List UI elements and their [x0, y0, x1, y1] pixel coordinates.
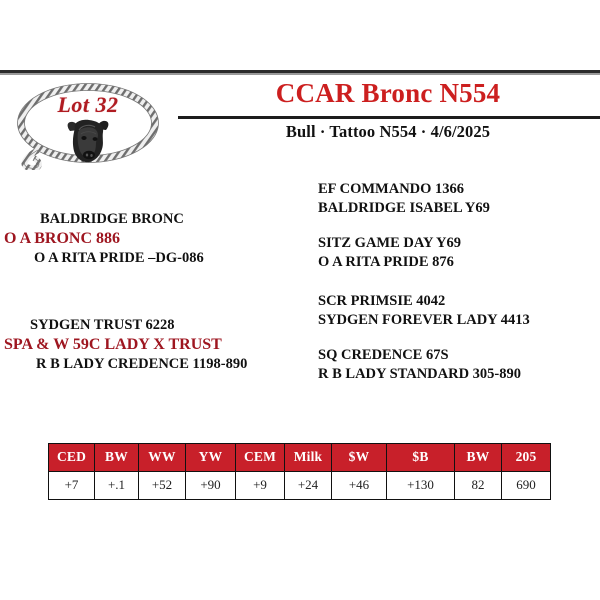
epd-value-cell: +46 [332, 472, 387, 500]
dam-granddam-label: R B LADY CREDENCE 1198-890 [36, 355, 248, 372]
dam-group [0, 316, 310, 373]
top-divider-rule [0, 70, 600, 73]
epd-value-cell: +9 [236, 472, 285, 500]
pedigree-pair-3-dam: SYDGEN FOREVER LADY 4413 [318, 311, 530, 328]
lot-number-label: Lot 32 [57, 92, 119, 117]
pedigree-pair-3 [318, 292, 600, 329]
dam-label: SPA & W 59C LADY X TRUST [4, 335, 222, 353]
epd-header-cell: WW [139, 444, 186, 472]
epd-table-wrapper [48, 443, 550, 500]
page-subtitle: Bull · Tattoo N554 · 4/6/2025 [285, 122, 491, 141]
pedigree-pair-1 [318, 180, 600, 217]
angus-bull-head-icon [62, 118, 114, 164]
sire-grandsire-label: BALDRIDGE BRONC [40, 211, 184, 227]
epd-header-cell: BW [95, 444, 139, 472]
pedigree-pair-3-sire: SCR PRIMSIE 4042 [318, 293, 446, 309]
epd-value-cell: 690 [502, 472, 551, 500]
pedigree-pair-2-sire: SITZ GAME DAY Y69 [318, 235, 462, 251]
epd-value-cell: 82 [455, 472, 502, 500]
pedigree-parents-column [0, 176, 310, 401]
epd-value-cell: +.1 [95, 472, 139, 500]
epd-value-cell: +24 [285, 472, 332, 500]
header-band [0, 74, 600, 170]
epd-header-cell: CED [49, 444, 95, 472]
epd-table [48, 443, 551, 500]
pedigree-section [0, 176, 600, 401]
epd-header-cell: 205 [502, 444, 551, 472]
sire-label: O A BRONC 886 [4, 229, 121, 247]
sire-group [0, 210, 310, 267]
epd-header-cell: YW [186, 444, 236, 472]
epd-header-cell: CEM [236, 444, 285, 472]
epd-header-cell: $B [387, 444, 455, 472]
epd-value-cell: +52 [139, 472, 186, 500]
epd-header-cell: Milk [285, 444, 332, 472]
pedigree-pair-2-dam: O A RITA PRIDE 876 [318, 253, 454, 270]
pedigree-pair-4-dam: R B LADY STANDARD 305-890 [318, 365, 522, 382]
sire-granddam-label: O A RITA PRIDE –DG-086 [34, 249, 204, 266]
pedigree-pair-4 [318, 346, 600, 383]
title-divider-rule [178, 116, 600, 119]
title-block [176, 74, 600, 170]
pedigree-grandparents-column [318, 176, 600, 401]
epd-header-cell: $W [332, 444, 387, 472]
epd-value-row [49, 472, 551, 500]
epd-header-row [49, 444, 551, 472]
page-title: CCAR Bronc N554 [275, 78, 501, 108]
epd-header-cell: BW [455, 444, 502, 472]
epd-value-cell: +130 [387, 472, 455, 500]
pedigree-pair-4-sire: SQ CREDENCE 67S [318, 347, 449, 363]
pedigree-pair-2 [318, 234, 600, 271]
lot-badge [8, 78, 168, 170]
pedigree-pair-1-dam: BALDRIDGE ISABEL Y69 [318, 199, 490, 216]
epd-value-cell: +7 [49, 472, 95, 500]
epd-value-cell: +90 [186, 472, 236, 500]
dam-grandsire-label: SYDGEN TRUST 6228 [30, 317, 175, 333]
pedigree-pair-1-sire: EF COMMANDO 1366 [318, 181, 465, 197]
